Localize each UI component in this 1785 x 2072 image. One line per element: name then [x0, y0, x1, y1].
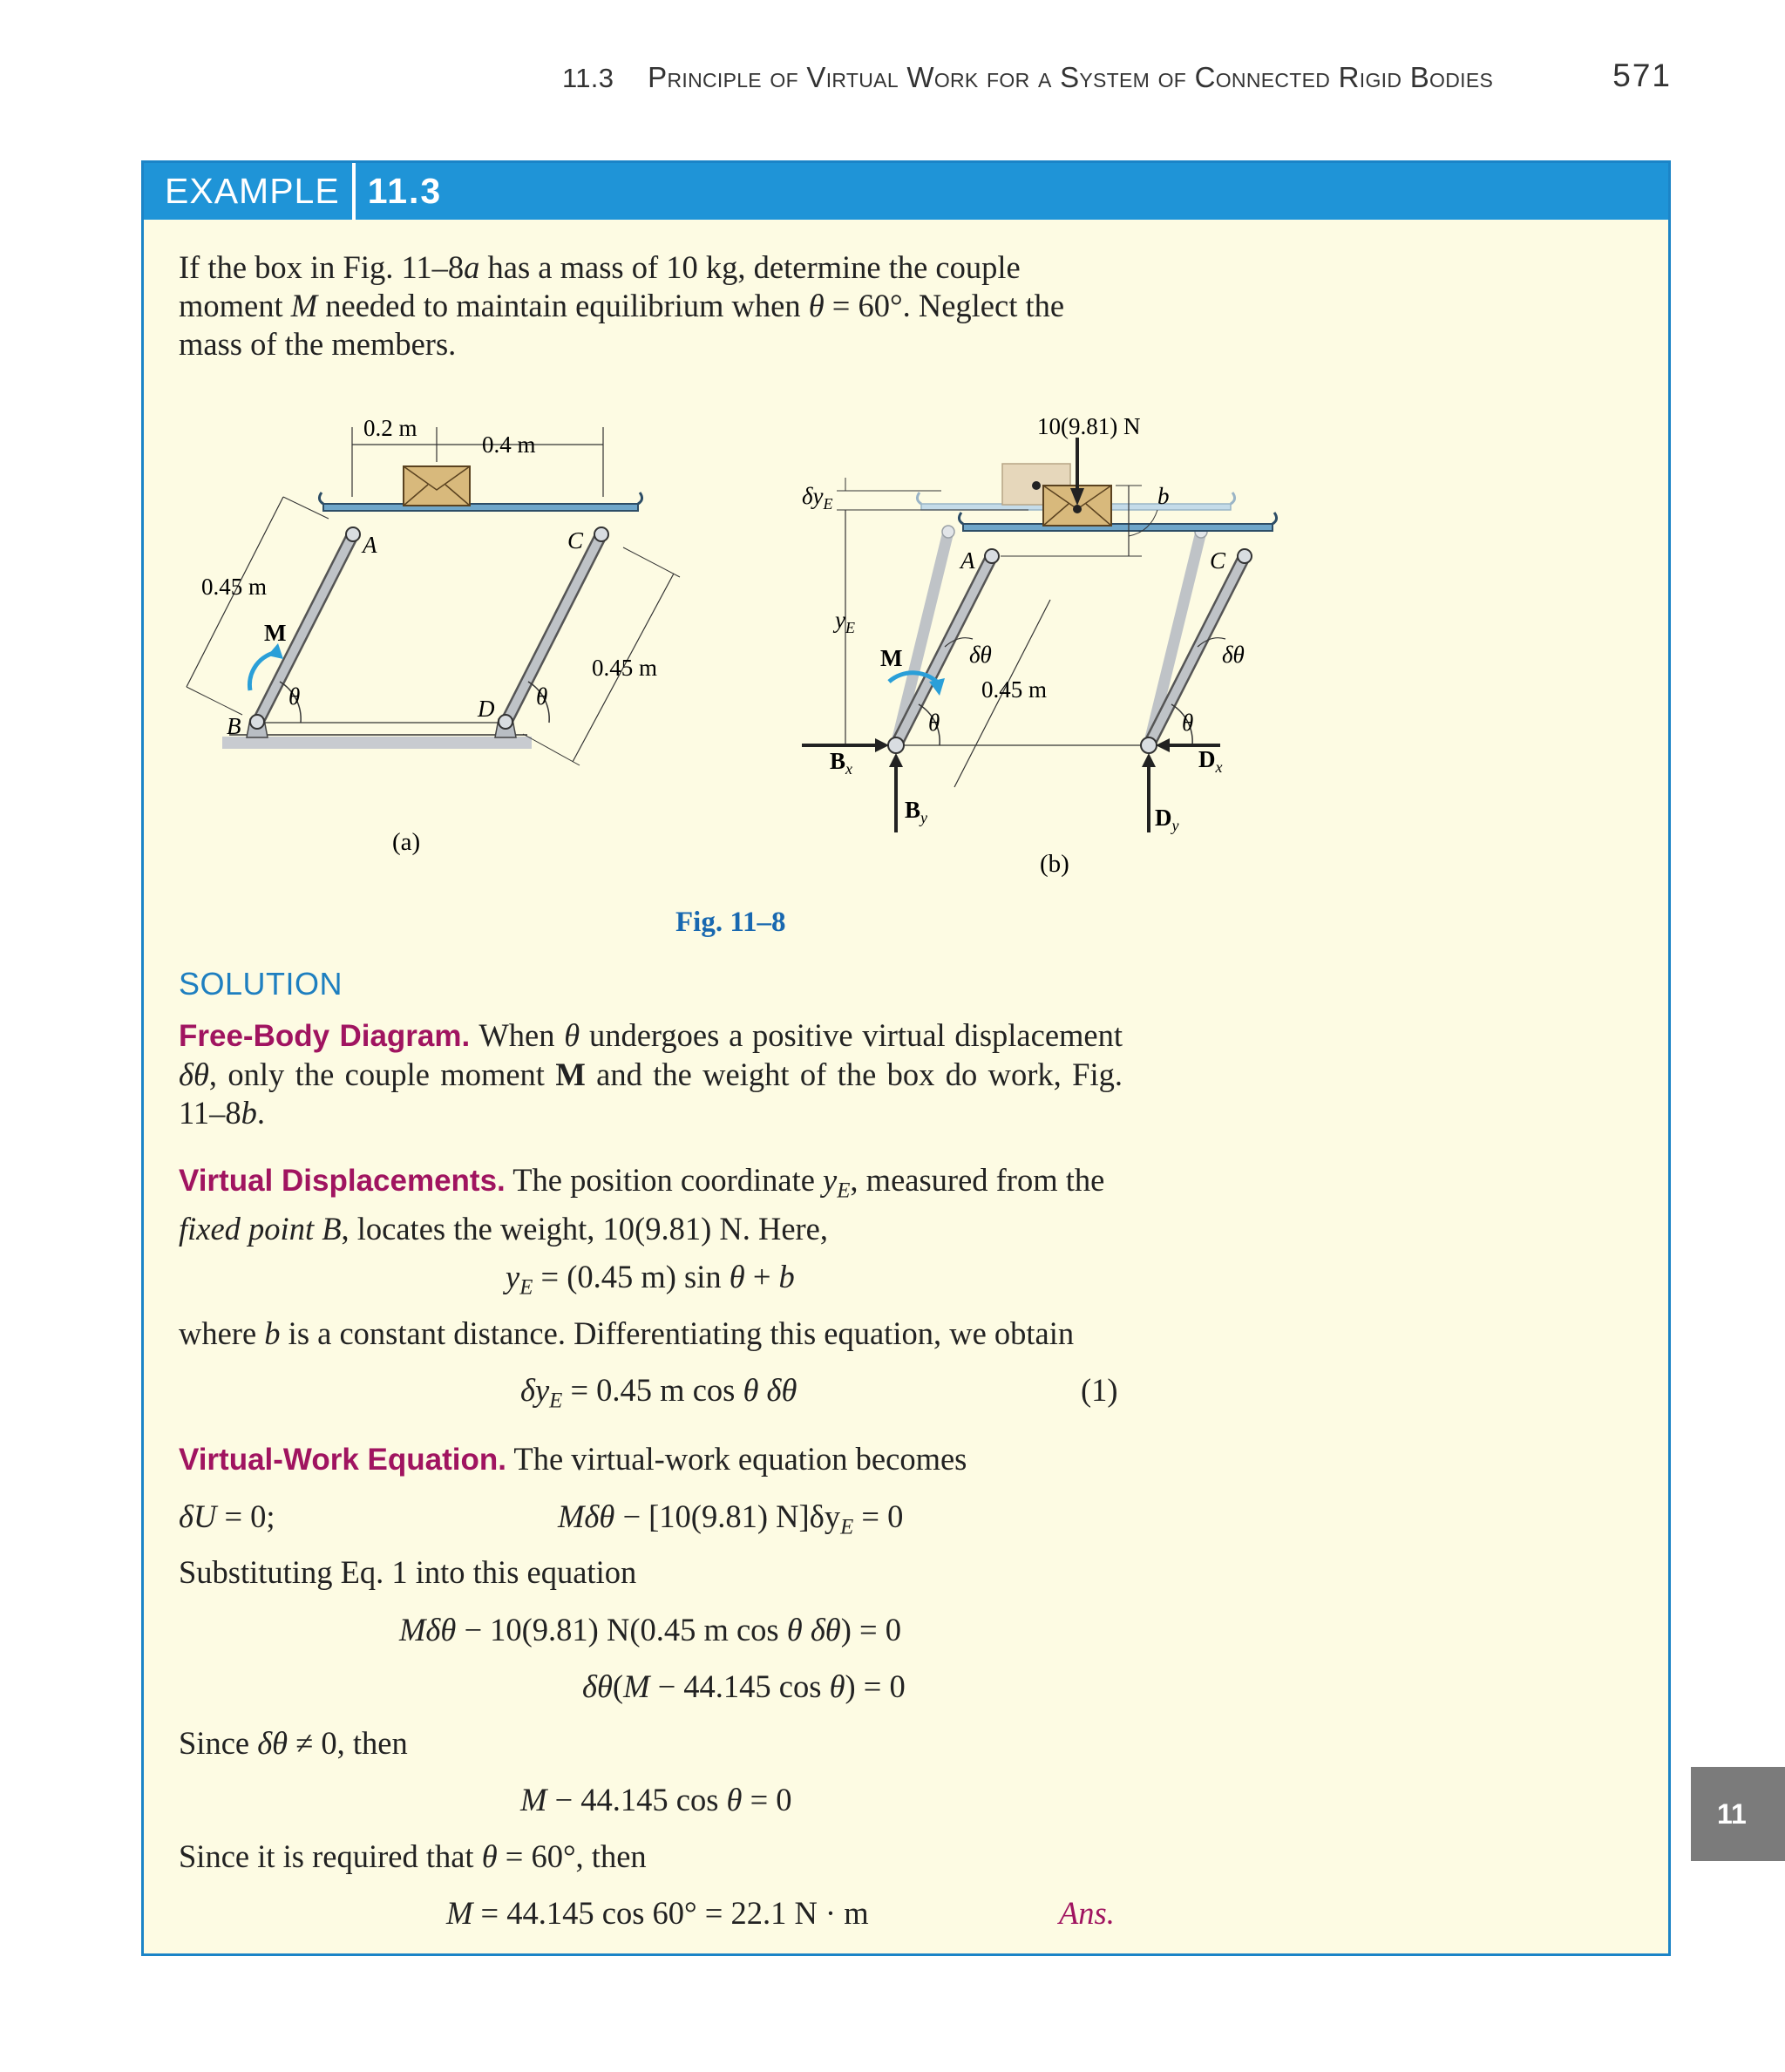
- label-dtheta-cd: δθ: [1222, 642, 1245, 668]
- equation-final-answer: M = 44.145 cos 60° = 22.1 N · m: [446, 1895, 869, 1931]
- equation-du-label: δU = 0;: [179, 1498, 275, 1534]
- box: [404, 466, 470, 506]
- since-theta-text: Since it is required that θ = 60°, then: [179, 1838, 647, 1874]
- label-bx: $B_x$: [830, 748, 853, 778]
- equation-1-number: (1): [1081, 1372, 1118, 1408]
- where-paragraph: where b is a constant distance. Differentiating this equation, we obtain: [179, 1315, 1075, 1351]
- equation-virtual-work: Mδθ − [10(9.81) $N]\delta y_E = 0$: [558, 1498, 904, 1539]
- caption-b: (b): [1040, 850, 1069, 878]
- pin-d-fbd: [1141, 737, 1157, 753]
- pin-c: [594, 527, 608, 541]
- label-b: B: [227, 713, 241, 739]
- example-number: 11.3: [367, 171, 443, 211]
- vd-heading: Virtual Displacements.: [179, 1164, 506, 1198]
- label-0-45m-b: 0.45 m: [981, 676, 1048, 703]
- label-a: A: [363, 532, 377, 558]
- label-by: $B_y$: [905, 797, 928, 826]
- label-dtheta-ab: δθ: [969, 642, 992, 668]
- chapter-thumb-tab: 11: [1691, 1767, 1785, 1861]
- label-c-b: C: [1210, 547, 1226, 574]
- label-dy: $D_y$: [1155, 805, 1179, 834]
- label-0-4m: 0.4 m: [482, 431, 536, 458]
- solution-label: SOLUTION: [179, 966, 343, 1002]
- virtual-work-paragraph: Virtual-Work Equation. The virtual-work equation becomes: [179, 1441, 967, 1477]
- equation-1: $\delta y_E = 0.45$ m cos θ δθ: [520, 1372, 797, 1413]
- running-head: [562, 61, 1493, 94]
- pin-d: [499, 715, 512, 729]
- figure-a: [170, 410, 710, 863]
- label-0-2m: 0.2 m: [363, 415, 417, 441]
- since-dtheta-text: Since δθ ≠ 0, then: [179, 1725, 408, 1761]
- pin-b-fbd: [888, 737, 904, 753]
- label-theta-d-fbd: θ: [1182, 710, 1194, 736]
- label-d: D: [478, 696, 495, 722]
- fbd-paragraph: Free-Body Diagram. When θ undergoes a positive virtual displacement δθ, only the couple moment M and the weight of the box do work, Fig. 11–8b.: [179, 1017, 1123, 1131]
- label-m-b: M: [880, 645, 903, 671]
- example-label: EXAMPLE: [165, 171, 340, 211]
- platform: [323, 504, 638, 511]
- fbd-heading: Free-Body Diagram.: [179, 1019, 471, 1053]
- label-theta-d: θ: [536, 683, 548, 710]
- section-title: Principle of Virtual Work for a System of Connected Rigid Bodies: [648, 61, 1494, 93]
- label-dx: $D_x$: [1198, 746, 1223, 776]
- label-weight: 10(9.81) N: [1037, 413, 1141, 439]
- ground: [222, 737, 532, 749]
- substituting-text: Substituting Eq. 1 into this equation: [179, 1554, 637, 1590]
- label-dye: $\delta y_E$: [802, 483, 833, 513]
- page-number: 571: [1612, 58, 1672, 93]
- label-a-b: A: [960, 547, 975, 574]
- label-b-dist: b: [1157, 483, 1170, 509]
- label-theta-b: θ: [288, 683, 301, 710]
- label-c: C: [567, 527, 584, 554]
- example-header-bar: [144, 163, 1668, 220]
- section-number: 11.3: [562, 63, 614, 93]
- label-0-45m-left: 0.45 m: [201, 574, 268, 600]
- equation-substituted-1: Mδθ − 10(9.81) N(0.45 m cos θ δθ) = 0: [399, 1612, 901, 1647]
- equation-m-cos: M − 44.145 cos θ = 0: [520, 1782, 792, 1817]
- label-theta-b-fbd: θ: [928, 710, 940, 736]
- label-ye: $y_E$: [835, 607, 855, 636]
- pin-b: [250, 715, 264, 729]
- figure-b: [784, 401, 1307, 889]
- virtual-displacements-paragraph: Virtual Displacements. The position coordinate $y_E$, measured from the fixed point B, locates the weight, 10(9.81) N. Here,: [179, 1162, 1105, 1247]
- equation-ye: $y_E = (0.45$ m) sin θ + b: [506, 1259, 795, 1300]
- label-0-45m-right: 0.45 m: [592, 655, 658, 681]
- vw-heading: Virtual-Work Equation.: [179, 1443, 506, 1477]
- pin-a: [346, 527, 360, 541]
- equation-substituted-2: δθ(M − 44.145 cos θ) = 0: [582, 1668, 906, 1704]
- answer-label: Ans.: [1059, 1895, 1115, 1931]
- label-m: M: [264, 620, 287, 646]
- caption-a: (a): [392, 828, 421, 856]
- figure-caption: Fig. 11–8: [675, 907, 786, 938]
- problem-statement: If the box in Fig. 11–8a has a mass of 10 kg, determine the couple moment M needed to maintain equilibrium when θ = 60°. Neglect the mass of the members.: [179, 249, 1065, 362]
- platform-b: [963, 524, 1273, 531]
